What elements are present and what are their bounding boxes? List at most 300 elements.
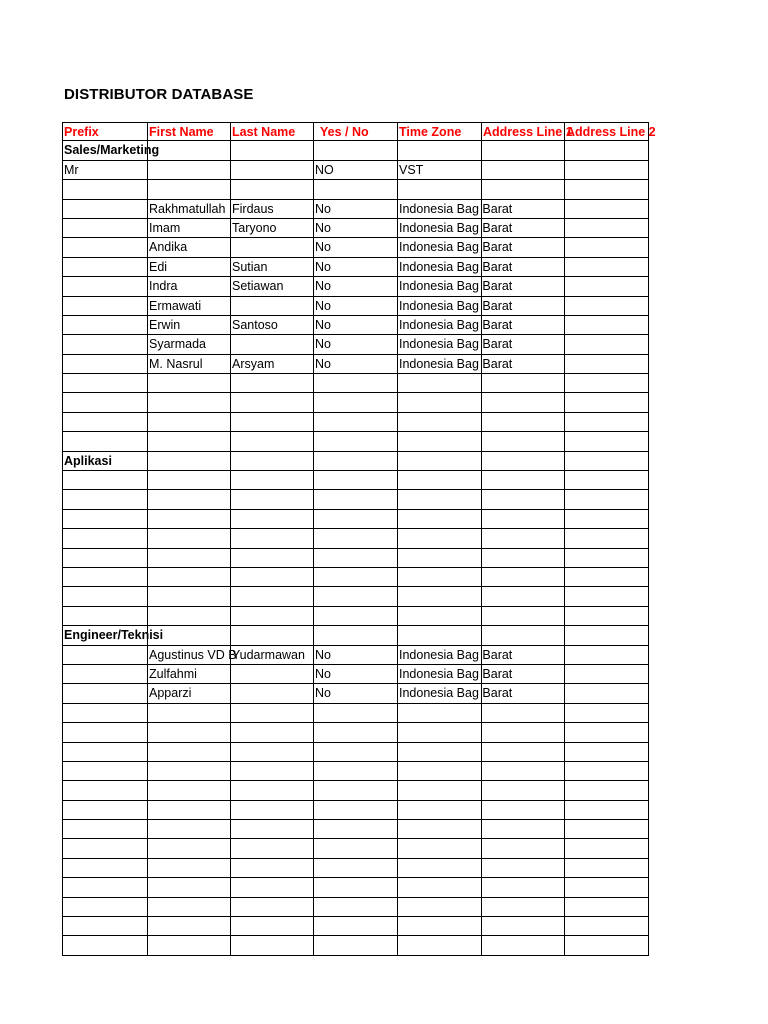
last-name-cell[interactable]: Setiawan (232, 279, 284, 294)
last-name-cell[interactable]: Yudarmawan (232, 647, 305, 662)
address-line-2-cell[interactable] (564, 839, 566, 857)
last-name-cell[interactable]: Taryono (232, 220, 277, 235)
address-line-2-cell[interactable] (564, 820, 566, 838)
prefix-cell[interactable] (62, 432, 64, 450)
first-name-cell[interactable] (147, 471, 149, 489)
time-zone-cell[interactable]: Indonesia Bag Barat (399, 240, 513, 255)
time-zone-cell[interactable] (397, 510, 399, 528)
first-name-cell[interactable]: Erwin (149, 317, 181, 332)
prefix-cell[interactable] (62, 549, 64, 567)
address-line-2-cell[interactable] (564, 374, 566, 392)
time-zone-cell[interactable]: Indonesia Bag Barat (399, 279, 513, 294)
address-line-2-cell[interactable] (564, 549, 566, 567)
address-line-2-cell[interactable] (564, 587, 566, 605)
time-zone-cell[interactable] (397, 878, 399, 896)
yes-no-cell[interactable] (313, 549, 315, 567)
first-name-cell[interactable] (147, 762, 149, 780)
yes-no-cell[interactable] (313, 374, 315, 392)
first-name-cell[interactable] (147, 936, 149, 954)
first-name-cell[interactable] (147, 180, 230, 198)
address-line-2-cell[interactable] (564, 510, 566, 528)
address-line-1-cell[interactable] (481, 801, 483, 819)
yes-no-cell[interactable] (313, 471, 315, 489)
address-line-1-cell[interactable] (481, 258, 483, 276)
last-name-cell[interactable] (230, 568, 232, 586)
prefix-cell[interactable] (62, 839, 64, 857)
time-zone-cell[interactable] (397, 529, 399, 547)
prefix-cell[interactable] (62, 859, 64, 877)
yes-no-cell[interactable] (313, 141, 315, 159)
address-line-2-cell[interactable] (564, 180, 566, 198)
time-zone-cell[interactable] (397, 607, 399, 625)
time-zone-cell[interactable] (397, 936, 399, 954)
address-line-1-cell[interactable] (481, 297, 483, 315)
yes-no-cell[interactable] (313, 626, 315, 644)
first-name-cell[interactable] (147, 568, 149, 586)
prefix-cell[interactable] (62, 413, 64, 431)
time-zone-cell[interactable]: Indonesia Bag Barat (399, 201, 513, 216)
address-line-1-cell[interactable] (481, 316, 483, 334)
address-line-2-cell[interactable] (564, 646, 566, 664)
first-name-cell[interactable] (147, 141, 149, 159)
column-divider (648, 316, 649, 334)
last-name-cell[interactable] (230, 374, 232, 392)
first-name-cell[interactable] (147, 529, 149, 547)
yes-no-cell[interactable] (313, 878, 315, 896)
address-line-1-cell[interactable] (481, 238, 483, 256)
time-zone-cell[interactable] (397, 704, 399, 722)
time-zone-cell[interactable] (397, 781, 399, 799)
first-name-cell[interactable] (147, 490, 149, 508)
prefix-cell[interactable] (62, 219, 64, 237)
last-name-cell[interactable] (230, 704, 232, 722)
last-name-cell[interactable] (230, 297, 232, 315)
prefix-cell[interactable] (62, 801, 64, 819)
address-line-1-cell[interactable] (481, 490, 483, 508)
address-line-2-cell[interactable] (564, 277, 566, 295)
yes-no-cell[interactable] (313, 587, 315, 605)
prefix-cell[interactable] (62, 781, 64, 799)
time-zone-cell[interactable] (397, 898, 399, 916)
time-zone-cell[interactable] (397, 141, 399, 159)
first-name-cell[interactable] (147, 839, 149, 857)
last-name-cell[interactable] (230, 141, 232, 159)
address-line-2-cell[interactable] (564, 258, 566, 276)
address-line-2-cell[interactable] (564, 568, 566, 586)
first-name-cell[interactable]: Zulfahmi (149, 666, 197, 681)
address-line-2-cell[interactable] (564, 743, 566, 761)
address-line-2-cell[interactable] (564, 219, 566, 237)
address-line-1-cell[interactable] (481, 200, 483, 218)
last-name-cell[interactable] (230, 839, 232, 857)
table-row (62, 374, 649, 393)
column-divider (648, 743, 649, 761)
address-line-1-cell[interactable] (481, 355, 483, 373)
yes-no-cell[interactable] (313, 510, 315, 528)
address-line-1-cell[interactable] (481, 219, 483, 237)
address-line-1-cell[interactable] (481, 820, 483, 838)
last-name-cell[interactable] (230, 161, 232, 179)
prefix-cell[interactable] (62, 510, 64, 528)
prefix-cell[interactable] (62, 684, 64, 702)
address-line-1-cell[interactable] (481, 665, 483, 683)
prefix-cell[interactable] (62, 878, 64, 896)
yes-no-cell[interactable]: No (315, 337, 331, 352)
last-name-cell[interactable] (230, 917, 232, 935)
time-zone-cell[interactable] (397, 723, 399, 741)
section-aplikasi-label-cell: Aplikasi (64, 453, 112, 468)
prefix-cell[interactable] (62, 898, 64, 916)
prefix-cell[interactable] (62, 665, 64, 683)
address-line-2-cell[interactable] (564, 898, 566, 916)
first-name-cell[interactable]: Syarmada (149, 337, 206, 352)
time-zone-cell[interactable] (397, 762, 399, 780)
yes-no-cell[interactable] (313, 180, 315, 198)
yes-no-cell[interactable]: NO (315, 162, 334, 177)
first-name-cell[interactable] (147, 393, 149, 411)
last-name-cell[interactable]: Sutian (232, 259, 268, 274)
yes-no-cell[interactable] (313, 704, 315, 722)
prefix-cell[interactable] (62, 316, 64, 334)
address-line-2-cell[interactable] (564, 859, 566, 877)
address-line-1-cell[interactable] (481, 141, 483, 159)
table-row (62, 801, 649, 820)
address-line-2-cell[interactable] (564, 393, 566, 411)
address-line-1-cell[interactable] (481, 859, 483, 877)
address-line-2-cell[interactable] (564, 801, 566, 819)
first-name-cell[interactable] (147, 723, 149, 741)
address-line-2-cell[interactable] (564, 529, 566, 547)
last-name-cell[interactable] (230, 743, 232, 761)
yes-no-cell[interactable] (313, 898, 315, 916)
address-line-1-cell[interactable] (481, 781, 483, 799)
prefix-cell[interactable] (62, 820, 64, 838)
first-name-cell[interactable]: Indra (149, 279, 178, 294)
time-zone-cell[interactable] (397, 626, 399, 644)
first-name-cell[interactable] (147, 898, 149, 916)
yes-no-cell[interactable] (313, 568, 315, 586)
address-line-1-cell[interactable] (481, 549, 483, 567)
last-name-cell[interactable] (230, 490, 232, 508)
first-name-cell[interactable] (147, 626, 149, 644)
address-line-1-cell[interactable] (481, 471, 483, 489)
address-line-2-cell[interactable] (564, 607, 566, 625)
address-line-2-cell[interactable] (564, 161, 566, 179)
address-line-1-cell[interactable] (481, 878, 483, 896)
last-name-cell[interactable]: Firdaus (232, 201, 274, 216)
address-line-2-cell[interactable] (564, 665, 566, 683)
time-zone-cell[interactable] (397, 820, 399, 838)
address-line-1-cell[interactable] (481, 626, 483, 644)
first-name-cell[interactable]: Imam (149, 220, 181, 235)
first-name-cell[interactable]: Andika (149, 240, 188, 255)
last-name-cell[interactable] (230, 665, 232, 683)
address-line-1-cell[interactable] (481, 452, 483, 470)
last-name-cell[interactable] (230, 820, 232, 838)
address-line-1-cell[interactable] (481, 839, 483, 857)
first-name-cell[interactable] (147, 801, 149, 819)
prefix-cell[interactable] (62, 200, 64, 218)
address-line-2-cell[interactable] (564, 704, 566, 722)
address-line-1-cell[interactable] (481, 413, 483, 431)
first-name-cell[interactable] (147, 452, 149, 470)
yes-no-cell[interactable] (313, 820, 315, 838)
yes-no-cell[interactable]: No (315, 259, 331, 274)
last-name-cell[interactable] (230, 180, 232, 198)
address-line-2-cell[interactable] (564, 917, 566, 935)
first-name-cell[interactable]: Rakhmatullah (149, 201, 226, 216)
address-line-2-cell[interactable] (564, 238, 566, 256)
first-name-cell[interactable] (147, 549, 149, 567)
last-name-cell[interactable] (230, 762, 232, 780)
last-name-cell[interactable] (230, 587, 232, 605)
yes-no-cell[interactable] (313, 781, 315, 799)
last-name-cell[interactable]: Santoso (232, 317, 278, 332)
address-line-1-cell[interactable] (481, 898, 483, 916)
address-line-1-cell[interactable] (481, 393, 483, 411)
time-zone-cell[interactable]: Indonesia Bag Barat (399, 317, 513, 332)
last-name-cell[interactable] (230, 684, 232, 702)
yes-no-cell[interactable] (313, 607, 315, 625)
first-name-cell[interactable] (147, 413, 149, 431)
time-zone-cell[interactable]: Indonesia Bag Barat (399, 298, 513, 313)
yes-no-cell[interactable] (313, 432, 315, 450)
first-name-cell[interactable] (147, 161, 230, 179)
first-name-cell[interactable]: M. Nasrul (149, 356, 203, 371)
address-line-2-cell[interactable] (564, 297, 566, 315)
yes-no-cell[interactable]: No (315, 356, 331, 371)
prefix-cell[interactable] (62, 277, 64, 295)
last-name-cell[interactable] (230, 936, 232, 954)
last-name-cell[interactable] (230, 607, 232, 625)
time-zone-cell[interactable]: Indonesia Bag Barat (399, 356, 513, 371)
prefix-cell[interactable] (62, 723, 64, 741)
prefix-cell[interactable] (62, 587, 64, 605)
column-divider (648, 839, 649, 857)
last-name-cell[interactable] (230, 452, 232, 470)
address-line-1-cell[interactable] (481, 568, 483, 586)
address-line-1-cell[interactable] (481, 161, 483, 179)
last-name-cell[interactable] (230, 801, 232, 819)
first-name-cell[interactable] (147, 820, 149, 838)
first-name-cell[interactable] (147, 704, 149, 722)
yes-no-cell[interactable] (313, 529, 315, 547)
yes-no-cell[interactable] (313, 936, 315, 954)
address-line-1-cell[interactable] (481, 646, 483, 664)
first-name-cell[interactable] (147, 743, 149, 761)
address-line-2-cell[interactable] (564, 335, 566, 353)
prefix-cell[interactable] (62, 762, 64, 780)
first-name-cell[interactable]: Apparzi (149, 686, 192, 701)
address-line-2-cell[interactable] (564, 490, 566, 508)
prefix-cell[interactable] (62, 258, 64, 276)
prefix-cell[interactable] (62, 936, 64, 954)
address-line-2-cell[interactable] (564, 781, 566, 799)
time-zone-cell[interactable] (397, 801, 399, 819)
yes-no-cell[interactable]: No (315, 647, 331, 662)
prefix-cell[interactable] (62, 374, 64, 392)
time-zone-cell[interactable]: Indonesia Bag Barat (399, 259, 513, 274)
yes-no-cell[interactable]: No (315, 317, 331, 332)
last-name-cell[interactable] (230, 335, 232, 353)
address-line-2-cell[interactable] (564, 878, 566, 896)
column-divider (648, 471, 649, 489)
prefix-cell[interactable] (62, 335, 64, 353)
address-line-2-cell[interactable] (564, 355, 566, 373)
yes-no-cell[interactable]: No (315, 686, 331, 701)
address-line-1-cell[interactable] (481, 277, 483, 295)
column-divider (648, 180, 649, 198)
yes-no-cell[interactable] (313, 490, 315, 508)
yes-no-cell[interactable] (313, 413, 315, 431)
address-line-1-cell[interactable] (481, 335, 483, 353)
first-name-cell[interactable]: Agustinus VD B (149, 647, 237, 662)
address-line-2-cell[interactable] (564, 936, 566, 954)
address-line-1-cell[interactable] (481, 432, 483, 450)
address-line-1-cell[interactable] (481, 762, 483, 780)
yes-no-cell[interactable] (313, 743, 315, 761)
time-zone-cell[interactable]: VST (399, 162, 424, 177)
last-name-cell[interactable] (230, 413, 232, 431)
address-line-1-cell[interactable] (481, 723, 483, 741)
yes-no-cell[interactable]: No (315, 240, 331, 255)
yes-no-cell[interactable]: No (315, 298, 331, 313)
address-line-2-cell[interactable] (564, 723, 566, 741)
prefix-cell[interactable] (62, 355, 64, 373)
time-zone-cell[interactable] (397, 549, 399, 567)
address-line-2-cell[interactable] (564, 452, 566, 470)
prefix-cell[interactable] (62, 471, 64, 489)
prefix-cell[interactable] (62, 297, 64, 315)
time-zone-cell[interactable] (397, 743, 399, 761)
first-name-cell[interactable] (147, 781, 149, 799)
address-line-1-cell[interactable] (481, 607, 483, 625)
first-name-cell[interactable]: Ermawati (149, 298, 202, 313)
prefix-cell[interactable] (62, 180, 64, 198)
first-name-cell[interactable]: Edi (149, 259, 168, 274)
address-line-1-cell[interactable] (481, 180, 483, 198)
time-zone-cell[interactable] (397, 374, 399, 392)
yes-no-cell[interactable] (313, 839, 315, 857)
address-line-1-cell[interactable] (481, 529, 483, 547)
first-name-cell[interactable] (147, 510, 149, 528)
yes-no-cell[interactable]: No (315, 220, 331, 235)
time-zone-cell[interactable] (397, 432, 399, 450)
address-line-2-cell[interactable] (564, 684, 566, 702)
address-line-1-cell[interactable] (481, 743, 483, 761)
address-line-1-cell[interactable] (481, 684, 483, 702)
first-name-cell[interactable] (147, 607, 149, 625)
last-name-cell[interactable] (230, 549, 232, 567)
time-zone-cell[interactable] (397, 413, 399, 431)
address-line-2-cell[interactable] (564, 413, 566, 431)
time-zone-cell[interactable] (397, 917, 399, 935)
address-line-2-cell[interactable] (564, 432, 566, 450)
yes-no-cell[interactable] (313, 452, 315, 470)
last-name-cell[interactable] (230, 471, 232, 489)
prefix-cell[interactable] (62, 704, 64, 722)
yes-no-cell[interactable] (313, 762, 315, 780)
prefix-cell[interactable] (62, 568, 64, 586)
last-name-cell[interactable]: Arsyam (232, 356, 275, 371)
last-name-cell[interactable] (230, 878, 232, 896)
address-line-1-cell[interactable] (481, 936, 483, 954)
address-line-1-cell[interactable] (481, 704, 483, 722)
yes-no-cell[interactable]: No (315, 201, 331, 216)
yes-no-cell[interactable]: No (315, 279, 331, 294)
yes-no-cell[interactable]: No (315, 666, 331, 681)
first-name-cell[interactable] (147, 878, 149, 896)
time-zone-cell[interactable] (397, 452, 399, 470)
first-name-cell[interactable] (147, 587, 149, 605)
yes-no-cell[interactable] (313, 393, 315, 411)
last-name-cell[interactable] (230, 510, 232, 528)
address-line-2-cell[interactable] (564, 471, 566, 489)
address-line-2-cell[interactable] (564, 200, 566, 218)
first-name-cell[interactable] (147, 859, 149, 877)
time-zone-cell[interactable]: Indonesia Bag Barat (399, 647, 513, 662)
last-name-cell[interactable] (230, 529, 232, 547)
address-line-2-cell[interactable] (564, 316, 566, 334)
prefix-cell[interactable] (62, 238, 64, 256)
first-name-cell[interactable] (147, 432, 149, 450)
last-name-cell[interactable] (230, 781, 232, 799)
address-line-1-cell[interactable] (481, 374, 483, 392)
time-zone-cell[interactable] (397, 568, 399, 586)
first-name-cell[interactable] (147, 917, 149, 935)
time-zone-cell[interactable]: Indonesia Bag Barat (399, 220, 513, 235)
prefix-cell[interactable] (62, 490, 64, 508)
column-divider (648, 335, 649, 353)
address-line-1-cell[interactable] (481, 917, 483, 935)
prefix-cell[interactable] (62, 607, 64, 625)
time-zone-cell[interactable] (397, 180, 399, 198)
yes-no-cell[interactable] (313, 917, 315, 935)
prefix-cell[interactable] (62, 917, 64, 935)
prefix-cell[interactable] (62, 743, 64, 761)
time-zone-cell[interactable] (397, 471, 399, 489)
time-zone-cell[interactable] (397, 587, 399, 605)
yes-no-cell[interactable] (313, 723, 315, 741)
last-name-cell[interactable] (230, 393, 232, 411)
last-name-cell[interactable] (230, 859, 232, 877)
prefix-cell[interactable] (62, 529, 64, 547)
prefix-cell[interactable]: Mr (64, 162, 79, 177)
time-zone-cell[interactable]: Indonesia Bag Barat (399, 337, 513, 352)
time-zone-cell[interactable] (397, 859, 399, 877)
prefix-cell[interactable] (62, 393, 64, 411)
last-name-cell[interactable] (230, 898, 232, 916)
address-line-2-cell[interactable] (564, 762, 566, 780)
last-name-cell[interactable] (230, 723, 232, 741)
address-line-2-cell[interactable] (564, 626, 566, 644)
prefix-cell[interactable] (62, 646, 64, 664)
yes-no-cell[interactable] (313, 801, 315, 819)
address-line-1-cell[interactable] (481, 587, 483, 605)
time-zone-cell[interactable] (397, 490, 399, 508)
last-name-cell[interactable] (230, 626, 232, 644)
first-name-cell[interactable] (147, 374, 149, 392)
time-zone-cell[interactable]: Indonesia Bag Barat (399, 666, 513, 681)
address-line-2-cell[interactable] (564, 141, 566, 159)
last-name-cell[interactable] (230, 238, 232, 256)
yes-no-cell[interactable] (313, 859, 315, 877)
address-line-1-cell[interactable] (481, 510, 483, 528)
time-zone-cell[interactable]: Indonesia Bag Barat (399, 686, 513, 701)
time-zone-cell[interactable] (397, 393, 399, 411)
time-zone-cell[interactable] (397, 839, 399, 857)
last-name-cell[interactable] (230, 432, 232, 450)
